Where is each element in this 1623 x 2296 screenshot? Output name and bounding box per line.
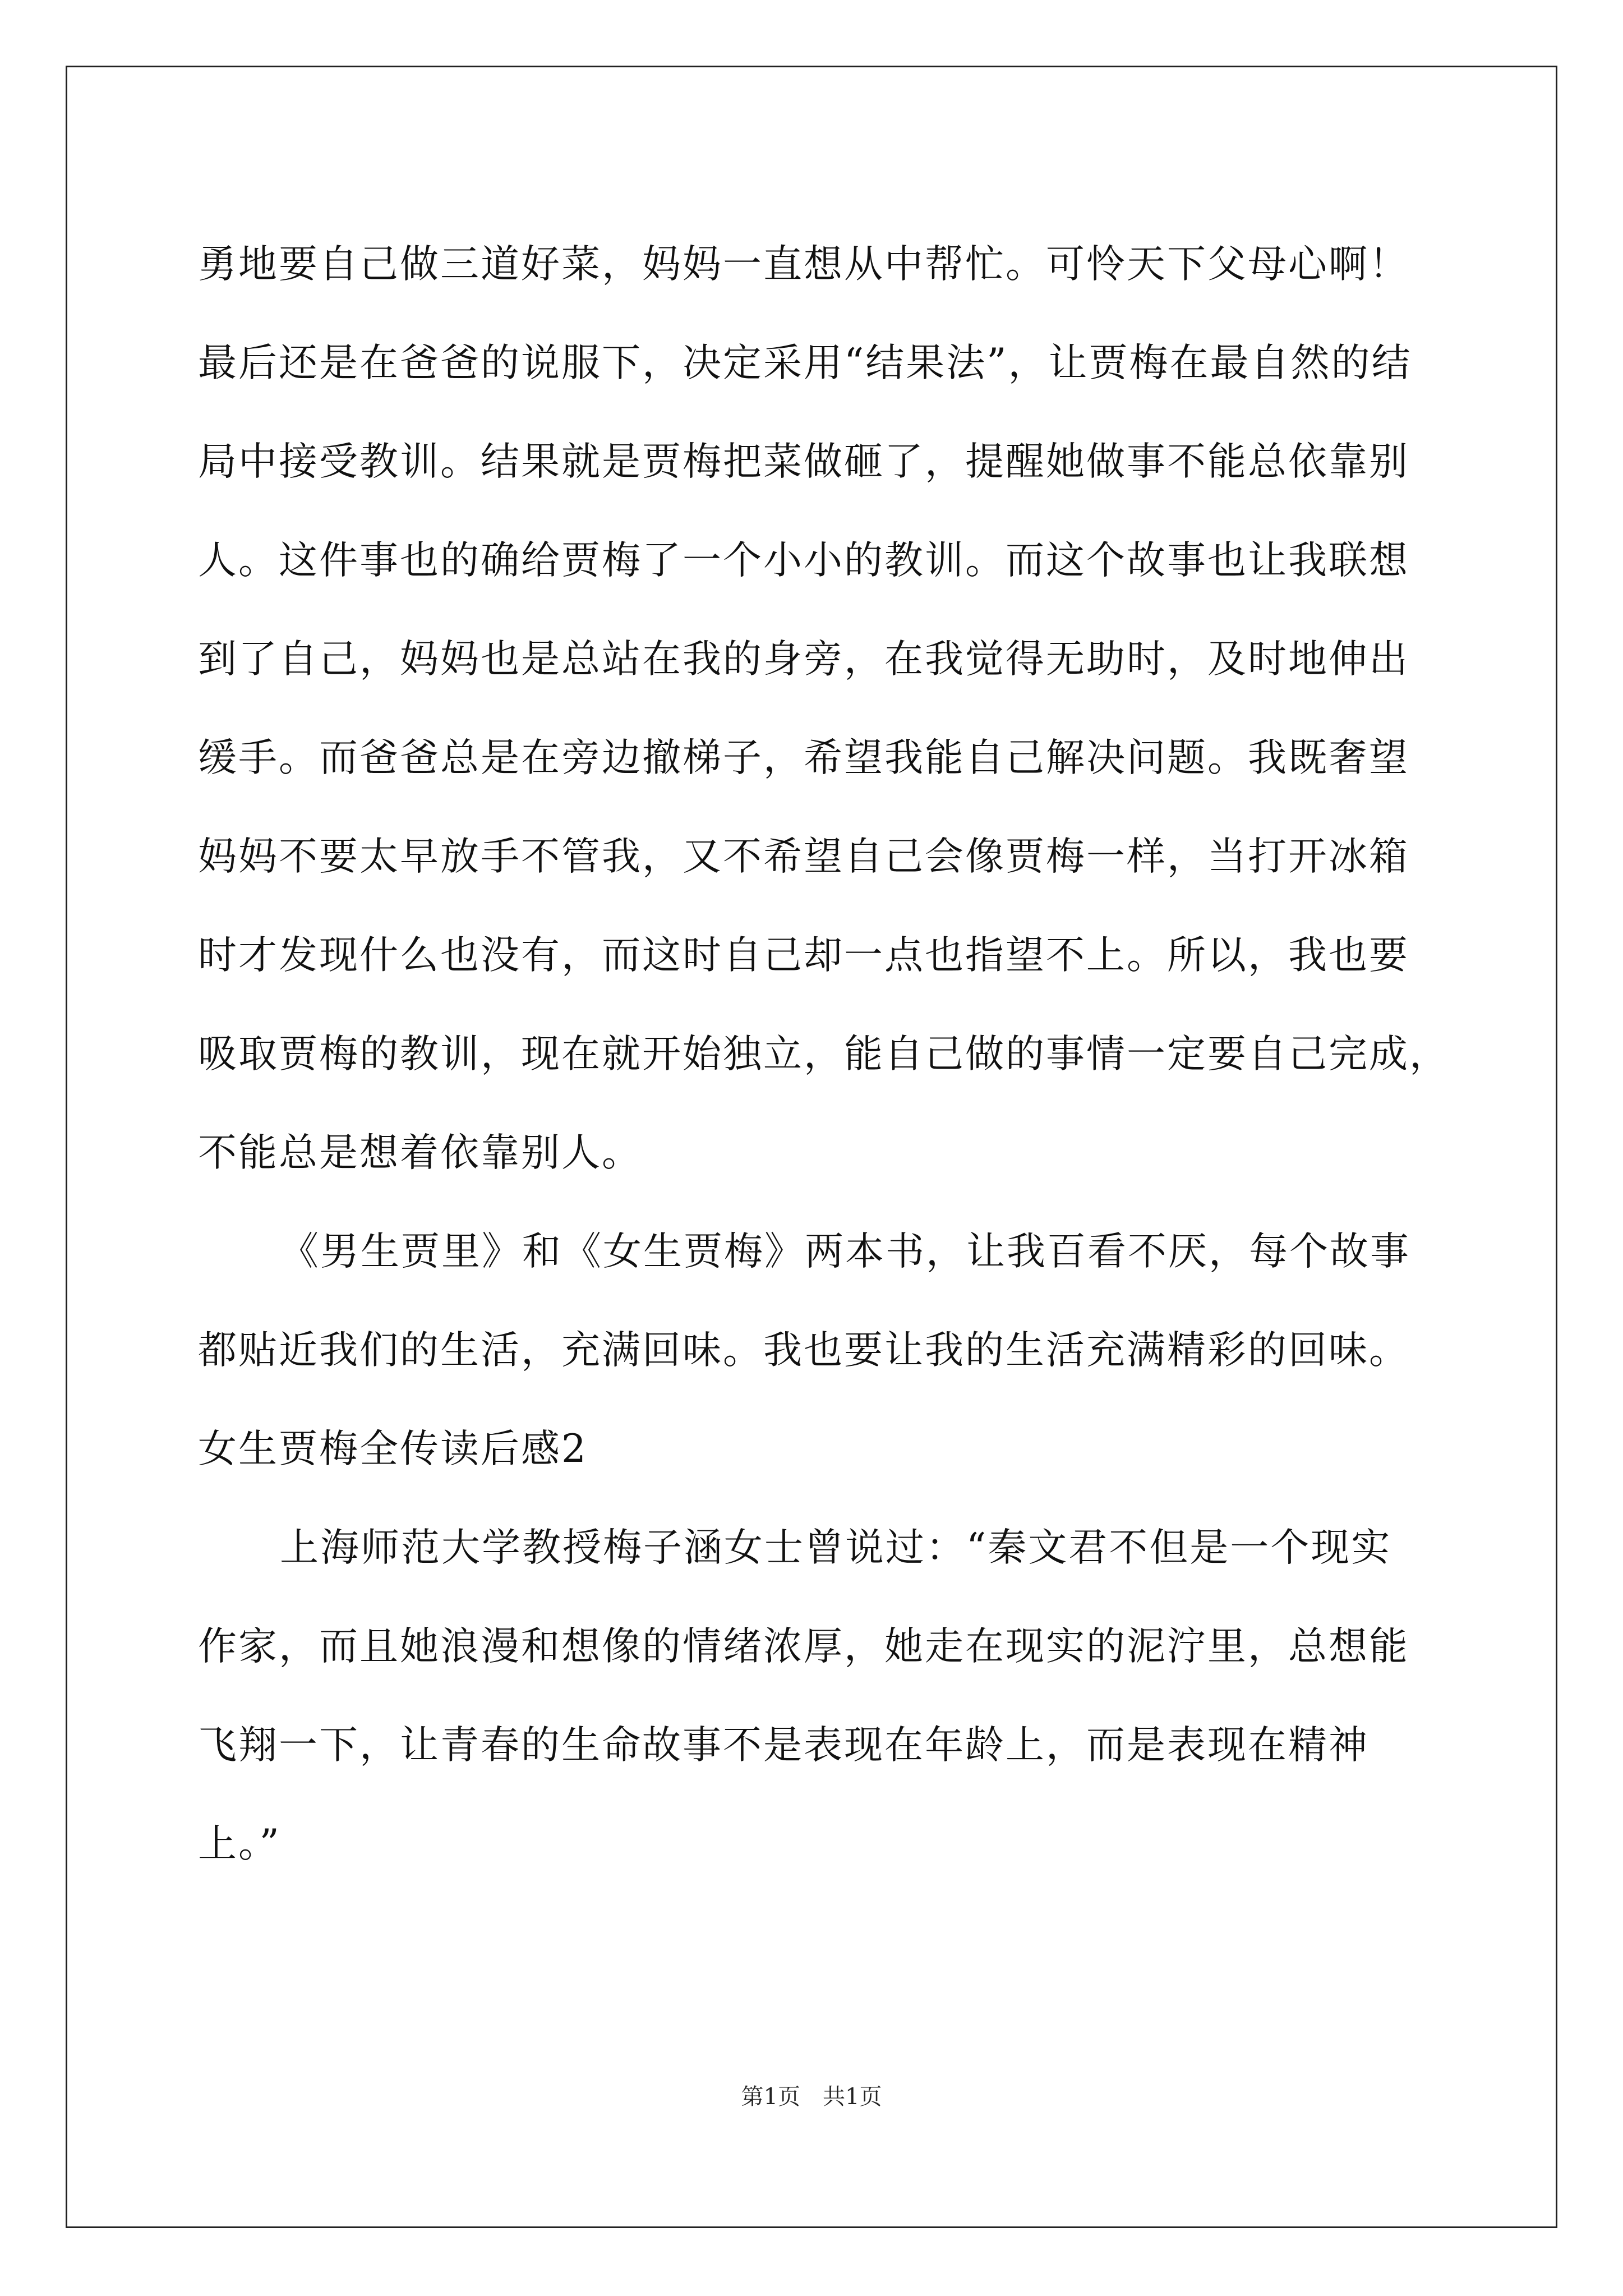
text-line: 吸取贾梅的教训，现在就开始独立，能自己做的事情一定要自己完成，: [198, 1032, 1450, 1076]
paragraph-first-line: 《男生贾里》和《女生贾梅》两本书，让我百看不厌，每个故事: [280, 1229, 1410, 1274]
text-line: 作家，而且她浪漫和想像的情绪浓厚，她走在现实的泥泞里，总想能: [198, 1624, 1409, 1669]
text-line: 局中接受教训。结果就是贾梅把菜做砸了，提醒她做事不能总依靠别: [198, 439, 1409, 484]
document-body: [198, 215, 1450, 1893]
text-line: 缓手。而爸爸总是在旁边撤梯子，希望我能自己解决问题。我既奢望: [198, 735, 1409, 780]
text-line: 都贴近我们的生活，充满回味。我也要让我的生活充满精彩的回味。: [198, 1328, 1409, 1373]
text-line: 最后还是在爸爸的说服下，决定采用“结果法”，让贾梅在最自然的结: [198, 341, 1412, 385]
paragraph-first-line: 上海师范大学教授梅子涵女士曾说过：“秦文君不但是一个现实: [280, 1525, 1392, 1570]
page-number-footer: 第1页 共1页: [741, 2084, 882, 2110]
text-line: 人。这件事也的确给贾梅了一个小小的教训。而这个故事也让我联想: [198, 538, 1409, 583]
text-line: 时才发现什么也没有，而这时自己却一点也指望不上。所以，我也要: [198, 933, 1409, 978]
text-line: 不能总是想着依靠别人。: [198, 1130, 642, 1175]
text-line: 妈妈不要太早放手不管我，又不希望自己会像贾梅一样，当打开冰箱: [198, 834, 1409, 879]
text-line: 上。”: [198, 1821, 281, 1866]
text-line: 到了自己，妈妈也是总站在我的身旁，在我觉得无助时，及时地伸出: [198, 637, 1409, 682]
section-heading: 女生贾梅全传读后感2: [198, 1427, 588, 1471]
text-line: 飞翔一下，让青春的生命故事不是表现在年龄上，而是表现在精神: [198, 1723, 1369, 1768]
text-line: 勇地要自己做三道好菜，妈妈一直想从中帮忙。可怜天下父母心啊！: [198, 242, 1409, 287]
